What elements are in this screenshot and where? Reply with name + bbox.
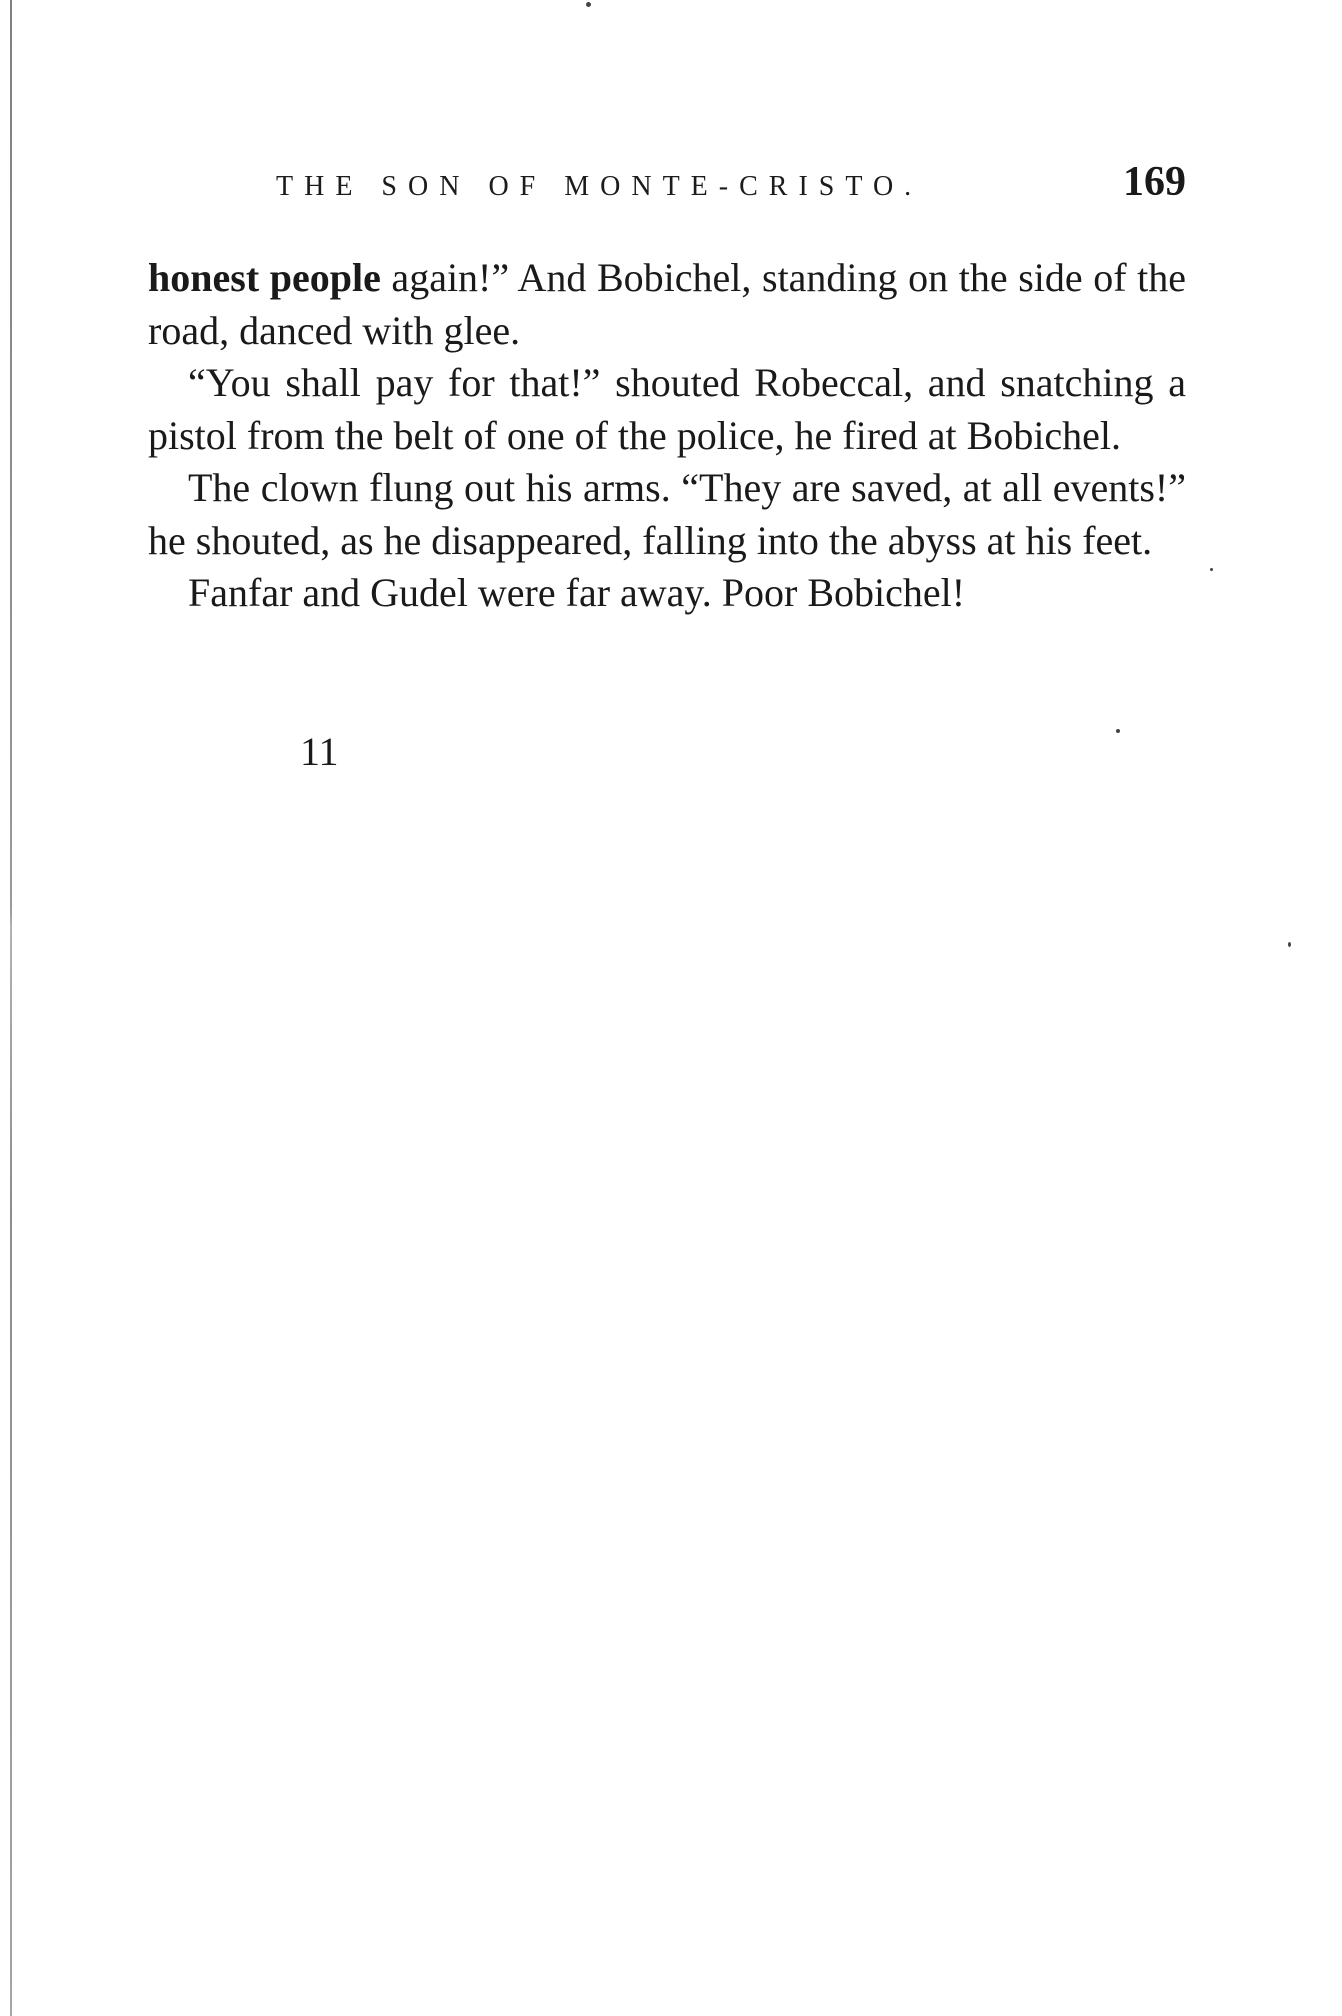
signature-mark: 11 [300, 729, 339, 774]
paragraph-2-text: “You shall pay for that!” shouted Robeccal, and snatching a pistol from the belt of one of the police, he fired at Bobichel. [148, 360, 1186, 458]
paragraph-1 [148, 252, 1186, 357]
running-title: THE SON OF MONTE-CRISTO. [276, 171, 923, 202]
body-text [148, 252, 1186, 620]
running-head [276, 158, 1186, 208]
page-number: 169 [1123, 159, 1186, 205]
paragraph-1-lead: honest people [148, 255, 381, 300]
print-speck [1210, 568, 1213, 571]
binding-edge-line [10, 0, 12, 2016]
print-speck [1116, 729, 1120, 733]
paragraph-2 [148, 357, 1186, 462]
paragraph-3 [148, 462, 1186, 567]
paragraph-1-text: again!” And Bobichel, standing on the side of the road, danced with glee. [148, 255, 1186, 353]
print-speck [1288, 942, 1291, 947]
paragraph-4 [148, 567, 1186, 620]
print-speck [586, 2, 591, 7]
paragraph-3-text: The clown flung out his arms. “They are saved, at all events!” he shouted, as he disappeared, falling into the abyss at his feet. [148, 465, 1186, 563]
paragraph-4-text: Fanfar and Gudel were far away. Poor Bobichel! [188, 570, 966, 615]
